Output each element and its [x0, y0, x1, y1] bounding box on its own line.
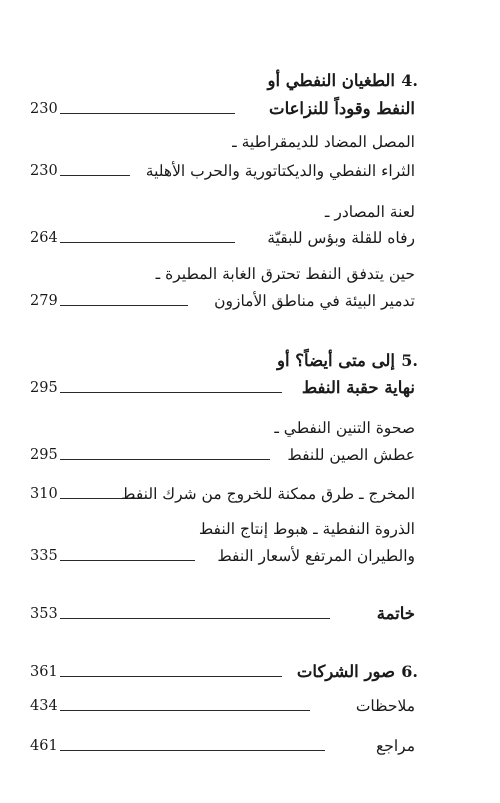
section-title-line1: الذروة النفطية ـ هبوط إنتاج النفط [198, 520, 415, 538]
page-number: 295 [30, 447, 58, 463]
chapter-number: 5. [401, 351, 418, 370]
toc-entry[interactable] [0, 543, 500, 569]
section-title-line1: صحوة التنين النفطي ـ [274, 419, 415, 437]
section-title-line2: الثراء النفطي والديكتاتورية والحرب الأهلية [145, 162, 415, 180]
chapter-number: 6. [401, 662, 418, 681]
dot-leader [60, 459, 270, 460]
toc-entry[interactable] [0, 442, 500, 468]
conclusion-title: خاتمة [376, 604, 415, 623]
toc-entry[interactable] [0, 601, 500, 627]
section-title-line2: رفاه للقلة وبؤس للبقيّة [267, 229, 415, 247]
section-title-line2: تدمير البيئة في مناطق الأمازون [214, 292, 415, 310]
dot-leader [60, 392, 282, 393]
section-title-line1: لعنة المصادر ـ [324, 203, 415, 221]
page-number: 361 [30, 664, 58, 680]
toc-entry[interactable] [0, 225, 500, 251]
chapter-title-line1: إلى متى أيضاً؟ أو [277, 351, 395, 370]
section-title-line2: والطيران المرتفع لأسعار النفط [217, 547, 415, 565]
dot-leader [60, 676, 282, 677]
toc-entry[interactable] [0, 693, 500, 719]
dot-leader [60, 113, 235, 114]
dot-leader [60, 750, 325, 751]
page-number: 279 [30, 293, 58, 309]
dot-leader [60, 618, 330, 619]
section-title-line1: حين يتدفق النفط تحترق الغابة المطيرة ـ [155, 265, 415, 283]
toc-entry[interactable] [0, 288, 500, 314]
page-number: 335 [30, 548, 58, 564]
page-number: 310 [30, 486, 58, 502]
chapter-6-entry[interactable] [0, 659, 500, 685]
section-title-line1: المصل المضاد للديمقراطية ـ [232, 133, 415, 151]
page-number: 295 [30, 380, 58, 396]
section-title: المخرج ـ طرق ممكنة للخروج من شرك النفط [121, 485, 415, 503]
dot-leader [60, 242, 235, 243]
dot-leader [60, 560, 195, 561]
page-number: 230 [30, 101, 58, 117]
page-number: 353 [30, 606, 58, 622]
chapter-title-line2: النفط وقوداً للنزاعات [269, 99, 415, 118]
page-number: 230 [30, 163, 58, 179]
toc-entry[interactable] [0, 375, 500, 401]
section-title-line2: عطش الصين للنفط [287, 446, 415, 464]
dot-leader [60, 175, 130, 176]
references-title: مراجع [376, 737, 415, 755]
dot-leader [60, 710, 310, 711]
page-number: 461 [30, 738, 58, 754]
notes-title: ملاحظات [355, 697, 415, 715]
chapter-5-heading [0, 348, 500, 374]
dot-leader [60, 305, 188, 306]
toc-entry[interactable] [0, 158, 500, 184]
chapter-title: صور الشركات [296, 662, 395, 681]
page-number: 434 [30, 698, 58, 714]
toc-entry[interactable] [0, 481, 500, 507]
chapter-4-heading [0, 68, 500, 94]
page-number: 264 [30, 230, 58, 246]
toc-entry[interactable] [0, 733, 500, 759]
toc-entry[interactable] [0, 96, 500, 122]
chapter-title-line2: نهاية حقبة النفط [301, 378, 415, 397]
chapter-title-line1: الطغيان النفطي أو [267, 71, 395, 90]
chapter-number: 4. [401, 71, 418, 90]
